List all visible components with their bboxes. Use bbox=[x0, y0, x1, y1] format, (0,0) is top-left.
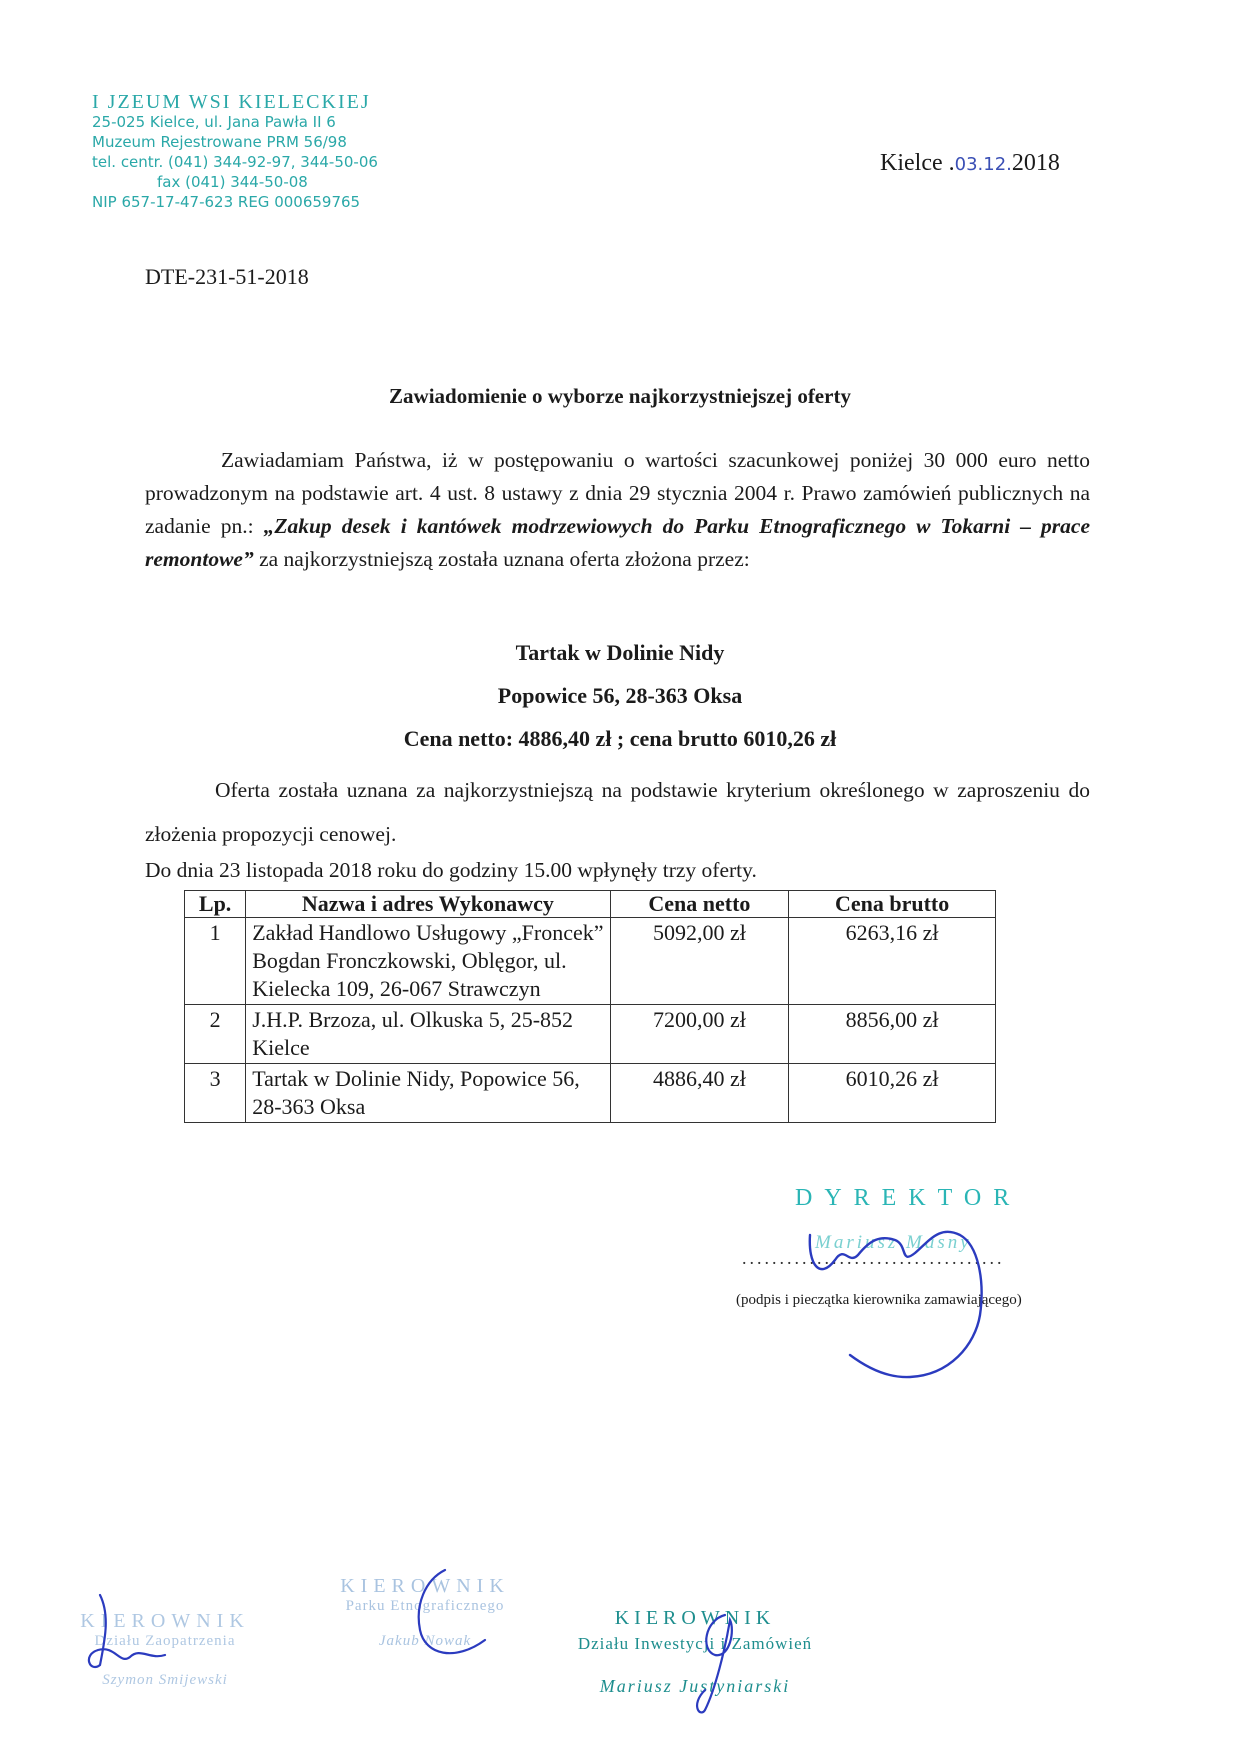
notice-paragraph bbox=[145, 444, 1090, 576]
place-date bbox=[880, 150, 1060, 177]
city: Kielce . bbox=[880, 150, 955, 176]
offers-count-paragraph: Do dnia 23 listopada 2018 roku do godziny 15.00 wpłynęły trzy oferty. bbox=[145, 858, 757, 882]
director-signature-icon bbox=[800, 1195, 990, 1385]
table-row bbox=[185, 1005, 996, 1064]
stamp-left-line: Działu Zaopatrzenia bbox=[94, 1633, 236, 1649]
stamp-left-name: Szymon Smijewski bbox=[102, 1672, 228, 1688]
notice-text-end: za najkorzystniejszą została uznana oferta złożona przez: bbox=[253, 547, 750, 571]
stamp-right-title: KIEROWNIK bbox=[614, 1607, 776, 1629]
cell-gross: 8856,00 zł bbox=[789, 1005, 996, 1064]
winner-name: Tartak w Dolinie Nidy bbox=[515, 640, 725, 665]
task-name: „Zakup desek i kantówek modrzewiowych do Parku Etnograficznego w Tokarni – prace remontowe” bbox=[145, 514, 1090, 571]
offers-table bbox=[184, 890, 996, 1123]
middle-signature-icon bbox=[375, 1560, 505, 1670]
stamp-right-name: Mariusz Justyniarski bbox=[599, 1676, 791, 1696]
document-title: Zawiadomienie o wyborze najkorzystniejszej oferty bbox=[389, 384, 851, 408]
stamp-line: NIP 657-17-47-623 REG 000659765 bbox=[92, 193, 361, 211]
stamp-line: tel. centr. (041) 344-92-97, 344-50-06 bbox=[92, 153, 378, 171]
cell-gross: 6010,26 zł bbox=[789, 1064, 996, 1123]
cell-net: 5092,00 zł bbox=[610, 918, 789, 1005]
stamp-line: 25-025 Kielce, ul. Jana Pawła II 6 bbox=[92, 113, 336, 131]
stamp-line: I JZEUM WSI KIELECKIEJ bbox=[92, 91, 371, 113]
notice-text-start: Zawiadamiam Państwa, iż w postępowaniu o wartości szacunkowej poniżej 30 000 euro netto prowadzonym na podstawie art. 4 ust. 8 ustawy z dnia 29 stycznia 2004 r. Prawo zamówień publicznych na zadanie pn.: bbox=[145, 448, 1090, 538]
stamp-middle-title: KIEROWNIK bbox=[340, 1575, 510, 1597]
institution-stamp bbox=[92, 92, 422, 212]
stamp-middle-name: Jakub Nowak bbox=[378, 1633, 472, 1649]
director-stamp-title: DYREKTOR bbox=[795, 1185, 1022, 1211]
cell-name: Zakład Handlowo Usługowy „Froncek” Bogdan Fronczkowski, Oblęgor, ul. Kielecka 109, 26-067 Strawczyn bbox=[246, 918, 610, 1005]
left-signature-icon bbox=[70, 1585, 180, 1685]
cell-net: 7200,00 zł bbox=[610, 1005, 789, 1064]
cell-name: Tartak w Dolinie Nidy, Popowice 56, 28-363 Oksa bbox=[246, 1064, 610, 1123]
stamp-line: fax (041) 344-50-08 bbox=[157, 173, 308, 191]
col-header-lp: Lp. bbox=[185, 891, 246, 918]
table-row bbox=[185, 1064, 996, 1123]
year: 2018 bbox=[1011, 150, 1060, 176]
stamp-line: Muzeum Rejestrowane PRM 56/98 bbox=[92, 133, 347, 151]
stamp-right-line: Działu Inwestycji i Zamówień bbox=[577, 1634, 813, 1653]
handwritten-date: 03.12. bbox=[954, 154, 1012, 175]
winner-prices: Cena netto: 4886,40 zł ; cena brutto 6010,26 zł bbox=[403, 726, 837, 751]
reference-number: DTE-231-51-2018 bbox=[145, 264, 309, 289]
stamp-left-title: KIEROWNIK bbox=[80, 1610, 250, 1632]
signature-caption: (podpis i pieczątka kierownika zamawiającego) bbox=[736, 1292, 1022, 1308]
cell-gross: 6263,16 zł bbox=[789, 918, 996, 1005]
table-row bbox=[185, 918, 996, 1005]
col-header-name: Nazwa i adres Wykonawcy bbox=[246, 891, 610, 918]
criteria-paragraph bbox=[145, 768, 1090, 856]
signature-line: ................................... bbox=[742, 1248, 1005, 1268]
winner-address: Popowice 56, 28-363 Oksa bbox=[497, 683, 743, 708]
criteria-text: Oferta została uznana za najkorzystniejszą na podstawie kryterium określonego w zaproszeniu do złożenia propozycji cenowej. bbox=[145, 778, 1090, 846]
cell-name: J.H.P. Brzoza, ul. Olkuska 5, 25-852 Kielce bbox=[246, 1005, 610, 1064]
cell-lp: 1 bbox=[185, 918, 246, 1005]
cell-lp: 2 bbox=[185, 1005, 246, 1064]
stamp-middle-line: Parku Etnograficznego bbox=[345, 1598, 505, 1614]
cell-net: 4886,40 zł bbox=[610, 1064, 789, 1123]
table-header-row bbox=[185, 891, 996, 918]
col-header-gross: Cena brutto bbox=[789, 891, 996, 918]
right-signature-icon bbox=[670, 1610, 750, 1720]
col-header-net: Cena netto bbox=[610, 891, 789, 918]
cell-lp: 3 bbox=[185, 1064, 246, 1123]
director-stamp-name: Mariusz Masny bbox=[815, 1232, 972, 1253]
